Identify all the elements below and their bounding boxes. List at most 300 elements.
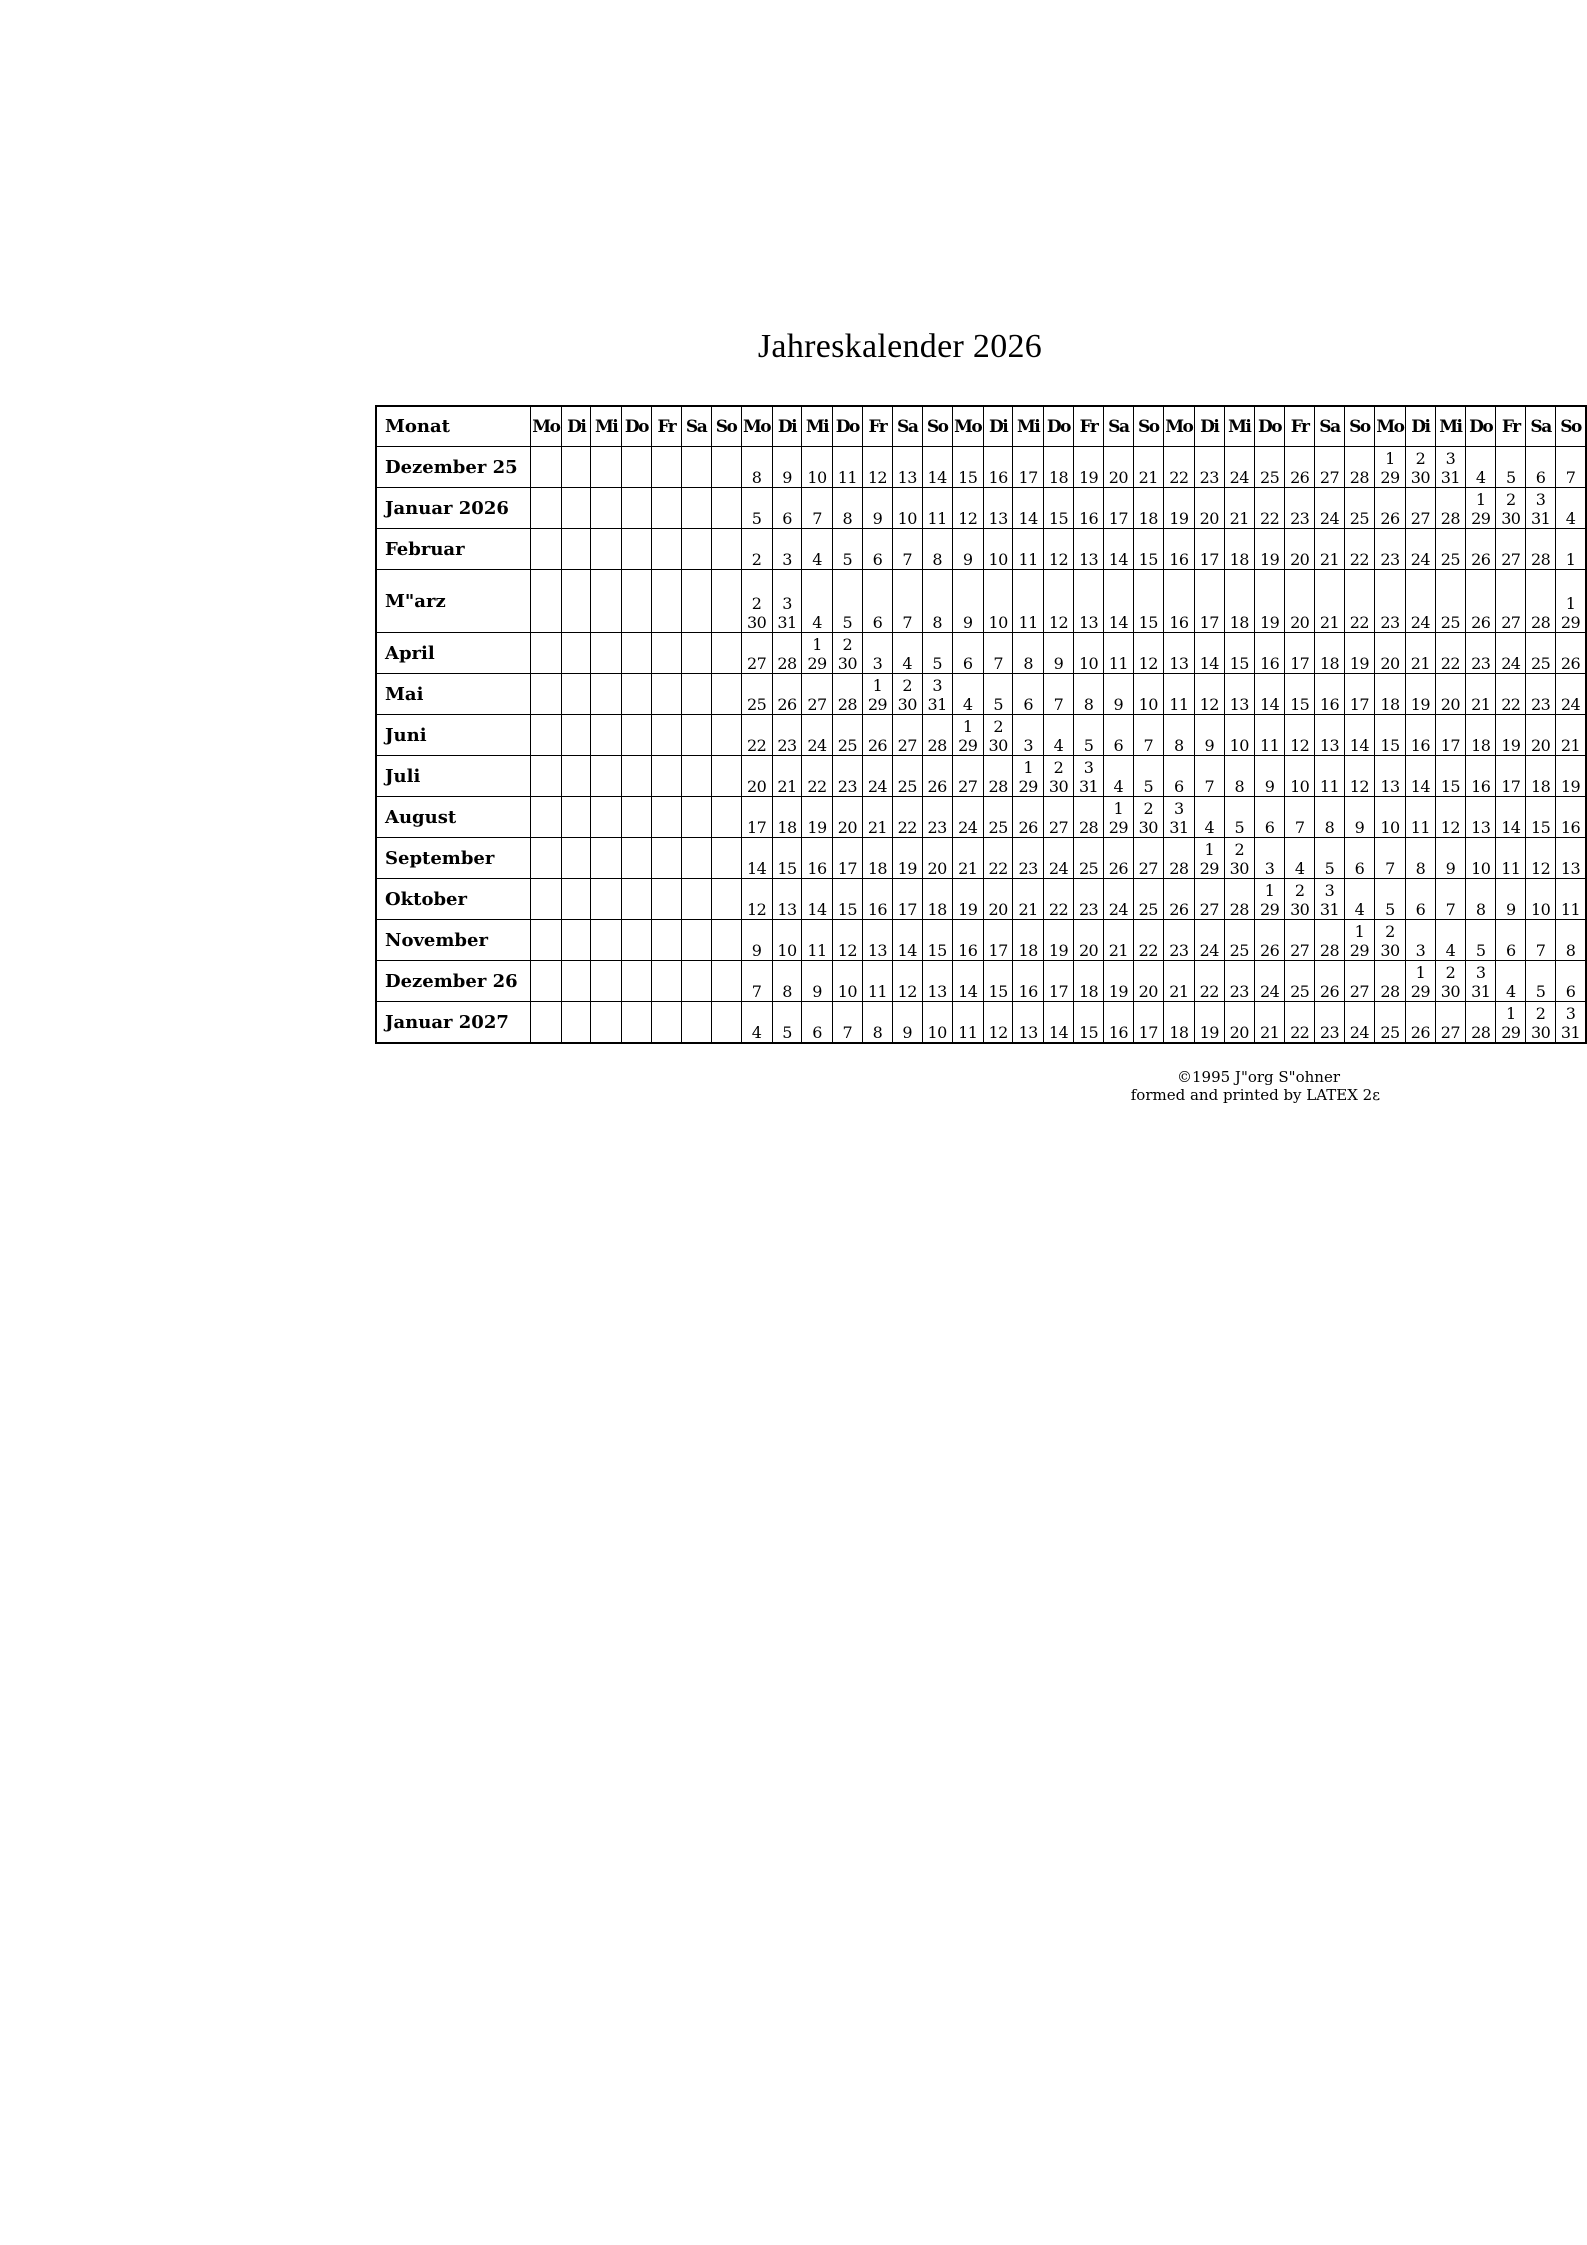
day-cell: 3 xyxy=(1406,920,1436,961)
empty-cell xyxy=(681,447,711,488)
day-cell: 20 xyxy=(1103,447,1133,488)
weekday-header: Di xyxy=(983,406,1013,447)
day-cell: 14 xyxy=(1103,529,1133,570)
weekday-header: Mo xyxy=(952,406,983,447)
day-number: 1 xyxy=(1204,840,1215,859)
day-cell: 12 xyxy=(863,447,893,488)
day-cell: 22 xyxy=(1133,920,1163,961)
day-cell: 21 xyxy=(772,756,802,797)
day-cell: 25 xyxy=(1526,633,1556,674)
day-cell: 25 xyxy=(892,756,922,797)
day-cell: 27 xyxy=(1406,488,1436,529)
empty-cell xyxy=(530,756,561,797)
weekday-header: Mi xyxy=(1224,406,1254,447)
day-cell: 20 xyxy=(1224,1002,1254,1044)
day-cell xyxy=(1374,447,1405,488)
day-cell: 18 xyxy=(1043,447,1073,488)
day-cell: 6 xyxy=(1163,756,1194,797)
day-cell xyxy=(1526,1002,1556,1044)
empty-cell xyxy=(681,633,711,674)
day-cell: 14 xyxy=(1344,715,1374,756)
day-cell xyxy=(952,715,983,756)
day-number: 2 xyxy=(1143,799,1154,818)
month-row xyxy=(376,961,1586,1002)
month-name: November xyxy=(376,920,530,961)
day-number: 29 xyxy=(1260,900,1280,919)
day-number: 2 xyxy=(1294,881,1305,900)
day-cell: 6 xyxy=(1103,715,1133,756)
empty-cell xyxy=(621,715,651,756)
day-cell xyxy=(741,570,772,633)
day-cell: 6 xyxy=(1496,920,1526,961)
day-cell: 28 xyxy=(1224,879,1254,920)
day-cell: 23 xyxy=(1194,447,1224,488)
day-cell: 18 xyxy=(1224,570,1254,633)
day-cell xyxy=(1315,879,1345,920)
empty-cell xyxy=(591,1002,621,1044)
weekday-header: Sa xyxy=(1526,406,1556,447)
day-cell: 4 xyxy=(802,529,832,570)
day-cell: 13 xyxy=(892,447,922,488)
month-row xyxy=(376,570,1586,633)
day-cell: 17 xyxy=(832,838,862,879)
day-cell xyxy=(1556,1002,1586,1044)
day-number: 3 xyxy=(1565,1004,1576,1023)
day-number: 29 xyxy=(1501,1023,1521,1042)
month-column-header: Monat xyxy=(376,406,530,447)
day-cell: 25 xyxy=(1133,879,1163,920)
day-cell: 23 xyxy=(1374,570,1405,633)
day-cell: 3 xyxy=(863,633,893,674)
day-number: 30 xyxy=(1410,468,1430,487)
empty-cell xyxy=(530,838,561,879)
day-cell xyxy=(1103,797,1133,838)
empty-cell xyxy=(652,529,681,570)
day-cell: 9 xyxy=(952,570,983,633)
day-cell xyxy=(1526,488,1556,529)
day-cell: 23 xyxy=(1285,488,1315,529)
day-cell: 24 xyxy=(1315,488,1345,529)
day-cell: 15 xyxy=(1224,633,1254,674)
day-cell: 24 xyxy=(1406,570,1436,633)
day-cell xyxy=(1435,961,1465,1002)
day-cell: 16 xyxy=(1466,756,1496,797)
empty-cell xyxy=(591,570,621,633)
day-cell: 12 xyxy=(1285,715,1315,756)
day-cell: 26 xyxy=(1374,488,1405,529)
day-cell: 27 xyxy=(1315,447,1345,488)
day-cell: 16 xyxy=(983,447,1013,488)
month-name: Dezember 26 xyxy=(376,961,530,1002)
empty-cell xyxy=(681,1002,711,1044)
day-cell: 7 xyxy=(741,961,772,1002)
day-cell: 8 xyxy=(772,961,802,1002)
day-number: 3 xyxy=(782,594,792,613)
day-cell: 14 xyxy=(892,920,922,961)
day-cell: 23 xyxy=(832,756,862,797)
day-cell: 14 xyxy=(1254,674,1284,715)
day-cell: 13 xyxy=(922,961,952,1002)
day-number: 29 xyxy=(958,736,978,755)
empty-cell xyxy=(711,920,741,961)
day-cell: 15 xyxy=(952,447,983,488)
day-cell: 21 xyxy=(1466,674,1496,715)
day-cell: 10 xyxy=(1526,879,1556,920)
day-cell: 24 xyxy=(1496,633,1526,674)
day-number: 29 xyxy=(1471,509,1491,528)
day-cell: 17 xyxy=(1435,715,1465,756)
empty-cell xyxy=(621,633,651,674)
month-row xyxy=(376,674,1586,715)
day-cell: 13 xyxy=(863,920,893,961)
weekday-header: So xyxy=(1344,406,1374,447)
day-cell: 8 xyxy=(1315,797,1345,838)
weekday-header: Fr xyxy=(1496,406,1526,447)
day-cell: 12 xyxy=(1194,674,1224,715)
day-cell: 27 xyxy=(952,756,983,797)
weekday-header: Mi xyxy=(1435,406,1465,447)
day-cell: 14 xyxy=(741,838,772,879)
day-cell xyxy=(1556,570,1586,633)
month-name: Juli xyxy=(376,756,530,797)
day-cell: 5 xyxy=(1374,879,1405,920)
empty-cell xyxy=(530,488,561,529)
day-cell: 26 xyxy=(1406,1002,1436,1044)
empty-cell xyxy=(561,715,591,756)
day-cell: 14 xyxy=(1013,488,1043,529)
day-number: 29 xyxy=(1560,613,1581,632)
weekday-header: Sa xyxy=(892,406,922,447)
day-cell: 17 xyxy=(1013,447,1043,488)
day-cell: 21 xyxy=(1224,488,1254,529)
day-cell: 28 xyxy=(1526,529,1556,570)
day-cell: 11 xyxy=(1103,633,1133,674)
day-cell: 18 xyxy=(863,838,893,879)
day-cell: 5 xyxy=(772,1002,802,1044)
day-cell: 22 xyxy=(1344,529,1374,570)
day-cell: 18 xyxy=(1013,920,1043,961)
day-number: 29 xyxy=(1349,941,1369,960)
day-cell: 20 xyxy=(1435,674,1465,715)
day-cell: 26 xyxy=(1013,797,1043,838)
day-cell: 17 xyxy=(1043,961,1073,1002)
weekday-header: Sa xyxy=(681,406,711,447)
day-number: 30 xyxy=(1380,941,1400,960)
day-cell: 9 xyxy=(802,961,832,1002)
weekday-header: Mo xyxy=(1163,406,1194,447)
month-row xyxy=(376,797,1586,838)
day-cell: 14 xyxy=(952,961,983,1002)
day-cell: 15 xyxy=(1074,1002,1104,1044)
day-cell: 22 xyxy=(1043,879,1073,920)
day-cell: 6 xyxy=(1013,674,1043,715)
day-cell: 4 xyxy=(1496,961,1526,1002)
day-cell: 15 xyxy=(772,838,802,879)
month-row xyxy=(376,838,1586,879)
copyright-footer xyxy=(1100,1068,1380,1104)
day-cell: 25 xyxy=(741,674,772,715)
day-cell: 7 xyxy=(1435,879,1465,920)
day-cell: 16 xyxy=(802,838,832,879)
day-cell: 16 xyxy=(952,920,983,961)
day-cell: 12 xyxy=(741,879,772,920)
weekday-header: Fr xyxy=(863,406,893,447)
copyright-line: ©1995 J"org S"ohner xyxy=(1176,1068,1340,1086)
day-number: 31 xyxy=(1169,818,1189,837)
month-name: M"arz xyxy=(376,570,530,633)
day-cell: 11 xyxy=(802,920,832,961)
empty-cell xyxy=(681,488,711,529)
day-cell: 18 xyxy=(1526,756,1556,797)
day-cell: 4 xyxy=(802,570,832,633)
empty-cell xyxy=(652,797,681,838)
month-row xyxy=(376,529,1586,570)
empty-cell xyxy=(681,529,711,570)
day-cell: 26 xyxy=(1556,633,1586,674)
weekday-header: Di xyxy=(772,406,802,447)
day-cell: 16 xyxy=(1315,674,1345,715)
day-cell: 18 xyxy=(1074,961,1104,1002)
day-cell: 17 xyxy=(1285,633,1315,674)
empty-cell xyxy=(530,920,561,961)
day-cell: 11 xyxy=(1496,838,1526,879)
day-cell: 7 xyxy=(983,633,1013,674)
empty-cell xyxy=(711,447,741,488)
weekday-header: Mo xyxy=(1374,406,1405,447)
day-cell: 10 xyxy=(1466,838,1496,879)
day-cell xyxy=(1406,447,1436,488)
day-cell: 26 xyxy=(1466,529,1496,570)
day-cell: 6 xyxy=(1344,838,1374,879)
day-cell: 26 xyxy=(1285,447,1315,488)
day-cell: 9 xyxy=(952,529,983,570)
empty-cell xyxy=(621,570,651,633)
calendar-body xyxy=(376,447,1586,1044)
empty-cell xyxy=(561,674,591,715)
day-cell: 12 xyxy=(983,1002,1013,1044)
day-number: 30 xyxy=(1290,900,1310,919)
weekday-header: Di xyxy=(1406,406,1436,447)
day-cell: 15 xyxy=(983,961,1013,1002)
day-cell: 8 xyxy=(1163,715,1194,756)
day-cell: 10 xyxy=(1074,633,1104,674)
day-cell: 5 xyxy=(1074,715,1104,756)
empty-cell xyxy=(591,488,621,529)
month-row xyxy=(376,488,1586,529)
day-cell: 26 xyxy=(1163,879,1194,920)
day-cell: 6 xyxy=(863,529,893,570)
day-cell: 24 xyxy=(1103,879,1133,920)
day-cell xyxy=(1406,961,1436,1002)
day-cell xyxy=(1496,1002,1526,1044)
day-cell: 26 xyxy=(1315,961,1345,1002)
day-cell: 18 xyxy=(922,879,952,920)
empty-cell xyxy=(621,961,651,1002)
day-cell: 28 xyxy=(832,674,862,715)
day-cell: 18 xyxy=(1133,488,1163,529)
weekday-header: Di xyxy=(561,406,591,447)
day-cell: 12 xyxy=(832,920,862,961)
day-cell: 18 xyxy=(772,797,802,838)
day-cell: 21 xyxy=(1254,1002,1284,1044)
day-cell: 3 xyxy=(1254,838,1284,879)
empty-cell xyxy=(530,633,561,674)
day-number: 29 xyxy=(1380,468,1400,487)
month-name: April xyxy=(376,633,530,674)
day-cell: 20 xyxy=(983,879,1013,920)
day-number: 29 xyxy=(1108,818,1128,837)
day-cell: 6 xyxy=(1556,961,1586,1002)
day-cell: 5 xyxy=(1315,838,1345,879)
day-number: 3 xyxy=(1445,449,1456,468)
weekday-header: Mo xyxy=(530,406,561,447)
empty-cell xyxy=(711,570,741,633)
empty-cell xyxy=(530,1002,561,1044)
day-cell: 16 xyxy=(1074,488,1104,529)
empty-cell xyxy=(561,488,591,529)
day-cell: 15 xyxy=(922,920,952,961)
day-number: 2 xyxy=(1535,1004,1546,1023)
day-cell: 21 xyxy=(1013,879,1043,920)
day-cell xyxy=(1194,838,1224,879)
day-number: 2 xyxy=(842,635,853,654)
day-cell: 4 xyxy=(1194,797,1224,838)
day-cell: 24 xyxy=(1224,447,1254,488)
day-number: 30 xyxy=(1138,818,1158,837)
empty-cell xyxy=(561,633,591,674)
day-number: 29 xyxy=(1410,982,1430,1001)
day-cell: 16 xyxy=(1556,797,1586,838)
day-cell: 13 xyxy=(1315,715,1345,756)
day-cell: 28 xyxy=(1435,488,1465,529)
empty-cell xyxy=(681,961,711,1002)
day-cell: 4 xyxy=(952,674,983,715)
day-cell: 14 xyxy=(922,447,952,488)
day-cell xyxy=(1496,488,1526,529)
day-number: 3 xyxy=(1475,963,1486,982)
day-cell: 3 xyxy=(1013,715,1043,756)
day-number: 1 xyxy=(1113,799,1124,818)
day-number: 3 xyxy=(1535,490,1546,509)
day-cell: 4 xyxy=(1556,488,1586,529)
day-cell: 12 xyxy=(1526,838,1556,879)
weekday-header: Fr xyxy=(1074,406,1104,447)
empty-cell xyxy=(652,633,681,674)
day-cell xyxy=(1435,447,1465,488)
day-number: 31 xyxy=(1530,509,1551,528)
day-cell: 22 xyxy=(741,715,772,756)
weekday-header: So xyxy=(1133,406,1163,447)
day-cell: 25 xyxy=(1224,920,1254,961)
day-cell xyxy=(1133,797,1163,838)
day-number: 3 xyxy=(1174,799,1184,818)
day-cell xyxy=(1466,488,1496,529)
day-cell: 20 xyxy=(741,756,772,797)
day-cell: 26 xyxy=(1254,920,1284,961)
day-number: 2 xyxy=(1415,449,1426,468)
day-cell: 23 xyxy=(922,797,952,838)
day-cell: 10 xyxy=(983,529,1013,570)
empty-cell xyxy=(681,674,711,715)
day-cell: 25 xyxy=(1285,961,1315,1002)
month-name: Dezember 25 xyxy=(376,447,530,488)
day-cell: 17 xyxy=(1496,756,1526,797)
day-cell: 11 xyxy=(832,447,862,488)
empty-cell xyxy=(530,879,561,920)
day-cell: 27 xyxy=(741,633,772,674)
day-number: 31 xyxy=(1560,1023,1581,1042)
day-cell: 10 xyxy=(802,447,832,488)
day-cell: 24 xyxy=(802,715,832,756)
day-cell xyxy=(802,633,832,674)
empty-cell xyxy=(652,1002,681,1044)
weekday-header: Do xyxy=(832,406,862,447)
day-cell: 24 xyxy=(952,797,983,838)
day-cell: 18 xyxy=(1374,674,1405,715)
day-cell: 8 xyxy=(741,447,772,488)
weekday-header: Do xyxy=(1466,406,1496,447)
day-number: 31 xyxy=(1440,468,1460,487)
day-cell: 10 xyxy=(1285,756,1315,797)
empty-cell xyxy=(561,961,591,1002)
day-cell: 5 xyxy=(1133,756,1163,797)
day-cell: 7 xyxy=(1285,797,1315,838)
empty-cell xyxy=(591,633,621,674)
empty-cell xyxy=(711,838,741,879)
day-cell: 7 xyxy=(802,488,832,529)
day-cell: 23 xyxy=(1224,961,1254,1002)
day-cell: 13 xyxy=(772,879,802,920)
day-number: 29 xyxy=(867,695,887,714)
day-cell: 20 xyxy=(922,838,952,879)
day-cell: 21 xyxy=(1163,961,1194,1002)
weekday-header: Do xyxy=(621,406,651,447)
day-cell: 18 xyxy=(1466,715,1496,756)
month-name: September xyxy=(376,838,530,879)
day-cell: 8 xyxy=(922,529,952,570)
day-cell: 19 xyxy=(952,879,983,920)
empty-cell xyxy=(561,447,591,488)
day-cell: 17 xyxy=(983,920,1013,961)
day-cell: 27 xyxy=(1133,838,1163,879)
day-number: 31 xyxy=(1078,777,1099,796)
empty-cell xyxy=(621,756,651,797)
day-cell xyxy=(922,674,952,715)
day-cell: 4 xyxy=(1285,838,1315,879)
empty-cell xyxy=(621,1002,651,1044)
day-cell: 16 xyxy=(1163,529,1194,570)
empty-cell xyxy=(561,1002,591,1044)
empty-cell xyxy=(561,570,591,633)
day-cell: 21 xyxy=(952,838,983,879)
day-cell: 15 xyxy=(1526,797,1556,838)
day-cell: 25 xyxy=(1435,570,1465,633)
day-cell: 7 xyxy=(1526,920,1556,961)
day-cell: 26 xyxy=(863,715,893,756)
day-cell: 22 xyxy=(892,797,922,838)
day-cell: 10 xyxy=(772,920,802,961)
day-cell: 4 xyxy=(1103,756,1133,797)
day-number: 1 xyxy=(1264,881,1275,900)
day-cell: 8 xyxy=(1466,879,1496,920)
day-cell: 7 xyxy=(892,529,922,570)
day-cell: 20 xyxy=(832,797,862,838)
day-cell: 20 xyxy=(1074,920,1104,961)
empty-cell xyxy=(530,447,561,488)
day-cell: 12 xyxy=(892,961,922,1002)
empty-cell xyxy=(652,674,681,715)
day-cell: 23 xyxy=(1013,838,1043,879)
